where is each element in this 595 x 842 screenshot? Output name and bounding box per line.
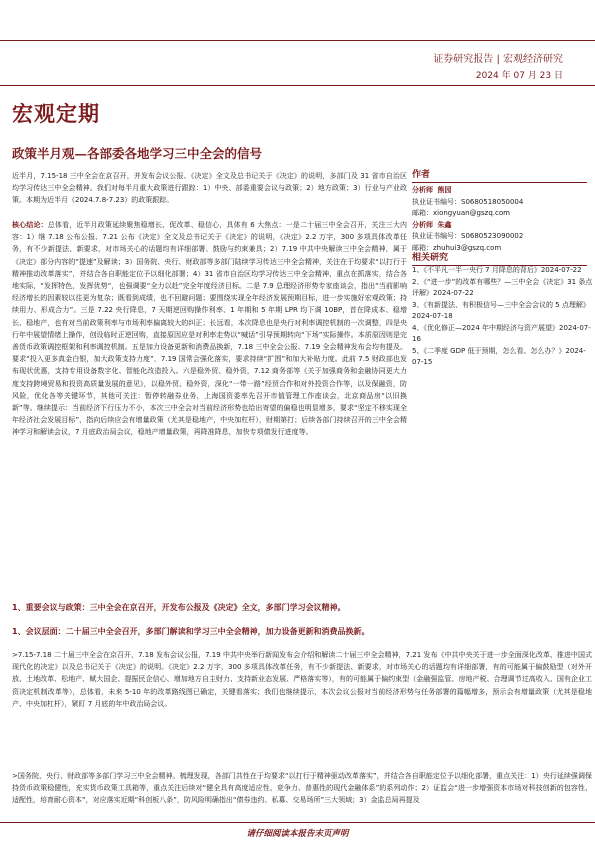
summary-paragraph — [12, 219, 407, 439]
summary-lead: 核心结论： — [12, 221, 48, 229]
footer-rule — [0, 822, 595, 823]
summary-text: 总体看，近半月政策延续聚焦稳增长、促改革、稳信心，具体有 6 大焦点：一是二十届三中全会召开，关注三大内容：1）继 7.18 公布公报、7.21 公布《决定》全文及总书记关于《决定》的说明，《决定》2.2 万字，300 多项具体改革任务，有不少新提法、新要求，对市场关心的话题均有详细部署、鼓励与约束兼具；2）7.19 中共中央解读三中全会精神，属于《决定》部分内容的“提速”及解读；3）国务院、央行、财政部等多部门陆续学习传达三中全会精神，关注在于均要求“以打行于精神推动改革落实”，并结合各自职能定位予以细化部署；4）31 省市自治区均学习传达三中全会精神，重点在抓落实，结合各地实际，“发挥特色，发挥优势”，也强调要“全力以赴”完全年度经济目标。二是 7.9 总理经济形势专家座谈会，指出“当前影响经济增长的因素较以往更为复杂；既看到成绩，也不回避问题；要围绕实现全年经济发展预期目标，进一步实施好宏观政策；持续用力、形成合力”。三是 7.22 央行降息，7 天期逆回购操作利率、1 年期和 5 年期 LPR 均下调 10BP，首在降成本、稳增长、稳地产，也有对当前政策利率与市场利率偏离较大的纠正；长远看，本次降息也是央行对利率调控机制的一次调整，四是央行年中展望情绪上操作，创设临时正逆回购，直接原因应是对利率走势以“喊话”引导预期转向“下场”实际操作。本质原因则是完善货币政策调控框架和利率调控机制。五是加力设备更新和消费品换新，7.18 三中全会公报、7.19 全会精神发布会均有提及。要求“投入更多真金白银，加大政策支持力度”，7.19 国常会强化落实，要求持续“扩围”和加大补贴力度。此前 7.5 财政部也发布现状优惠，支持专用设备数字化、智能化改造投入。六是稳外贸、稳外资，7.12 商务部等《关于加强商务和金融协同更大力度支持跨境贸易和投资高质量发展的意见》，以稳外贸、稳外资，深化“一带一路”经贸合作和对外投资合作等，以及保融资，防风险，优化各等关键环节，其他可关注：暂停转融券业务，上海国资委率先召开市值管理工作座谈会，北京商品房“以旧换新”等。继续提示：当前经济下行压力不小，本次三中全会对当前经济形势也给出寄望的偏稳也明显增多，要求“坚定不移实现全年经济社会发展目标”，指向后续应会有增量政策（尤其是稳地产，中央加杠杆），财期第打；后续各部门持续召开的三中全会精神学习和解读会议，7 月底政治局会议，稳地产增量政策，再降准降息，加快专项债发行进度等。 — [12, 221, 408, 437]
related-research-heading: 相关研究 — [412, 250, 587, 266]
footer-disclaimer: 请仔细阅读本报告末页声明 — [246, 829, 349, 839]
related-item[interactable]: 2、《“进一步”的改革有哪些？—三中全会《决定》31 条点评解》2024-07-22 — [412, 277, 593, 297]
header-top-rule — [0, 40, 595, 41]
header-report-type: 证券研究报告 | 宏观经济研究 — [433, 54, 563, 65]
doc-title: 政策半月观—各部委各地学习三中全会的信号 — [12, 146, 263, 161]
related-item[interactable]: 5、《二季度 GDP 低于预期，怎么看、怎么办？》2024-07-15 — [412, 346, 586, 366]
related-item[interactable]: 3、《有新提法、有积极信号—三中全会会议的 5 点理解》2024-07-18 — [412, 300, 590, 320]
authors-heading: 作者 — [412, 167, 587, 183]
header-date: 2024 年 07 月 23 日 — [475, 71, 563, 81]
related-item[interactable]: 1、《不平凡一半一央行 7 月降息的背后》2024-07-22 — [412, 266, 582, 274]
subsection-1-heading: 1、会议层面：二十届三中全会召开，多部门解读和学习三中全会精神，加力设备更新和消费品换新。 — [12, 627, 370, 636]
author-cert: 执业证书编号：S0680523090002 — [412, 232, 524, 240]
author-line: 分析师 朱鑫 — [412, 220, 452, 229]
header-bottom-rule — [0, 85, 595, 86]
body-paragraph-2: >国务院、央行、财政部等多部门学习三中全会精神。梳理发现，各部门共性在于均要求“以打行于精神驱动改革落实”，并结合各自职能定位予以细化部署，重点关注：1）央行延续强调保持货币政策稳健性，充实货币政策工具箱等，重点关注后续对“健全具有高度适应性、竞争力、普惠性的现代金融体系”的系列动作；2）证监会“进一步增强资本市场对科技创新的包容性、适配性，培育耐心资本”，对应落实近期“科创板八条”，防风险明确指出“债券违约、私募、交易场所”三大领域；3）金监总局再提及 — [12, 772, 592, 805]
doc-type-heading: 宏观定期 — [12, 101, 100, 126]
section-1-heading: 1、重要会议与政策：三中全会在京召开，开发布公报及《决定》全文，多部门学习会议精神。 — [12, 603, 346, 612]
related-research-list — [412, 265, 594, 369]
body-paragraph-1: >7.15-7.18 二十届三中全会在京召开，7.18 发布会议公报，7.19 中共中央举行新闻发布会介绍和解读二十届三中全会精神，7.21 发布《中共中央关于进一步全面深化改革、推进中国式现代化的决定》以及总书记关于《决定》的说明。《决定》2.2 万字，300 多项具体改革任务，有不少新提法、新要求，对市场关心的话题均有详细部署，有的可能属于偏鼓励型（对外开放、土地改革、松地产、赋大国企、提振民企信心、增加地方自主财力、支持新业态发展、严格落实等），有的可能属于偏约束型（金融强监管、房地产税、合理调节过高收入、国有企业工资决定机制改革等），总体看，未来 5-10 年的改革路线图已确定，关键看落实；我们也继续提示，本次会议公报对当前经济形势与任务部署的篇幅增多，预示会有增量政策（尤其是稳地产、中央加杠杆），紧盯 7 月底的年中政治局会议。 — [12, 651, 592, 708]
authors-block — [412, 185, 592, 254]
author-email: 邮箱：xiongyuan@gszq.com — [412, 209, 510, 217]
author-line: 分析师 熊园 — [412, 186, 452, 194]
author-cert: 执业证书编号：S0680518050004 — [412, 197, 524, 206]
intro-paragraph: 近半月，7.15-18 三中全会在京召开，并发布会议公报、《决定》全文及总书记关于《决定》的说明，多部门及 31 省市自治区均学习传达三中全会精神。我们对每半月重大政策进行跟踪：1）中央、部委重要会议与政策；2）地方政策；3）行业与产业政策。本期为近半月（2024.7.8-7.23）的政策跟踪。 — [12, 172, 407, 205]
related-item[interactable]: 4、《优化修正—2024 年中期经济与资产展望》2024-07-16 — [412, 323, 591, 343]
author-email: 邮箱：zhuhui3@gszq.com — [412, 243, 502, 252]
